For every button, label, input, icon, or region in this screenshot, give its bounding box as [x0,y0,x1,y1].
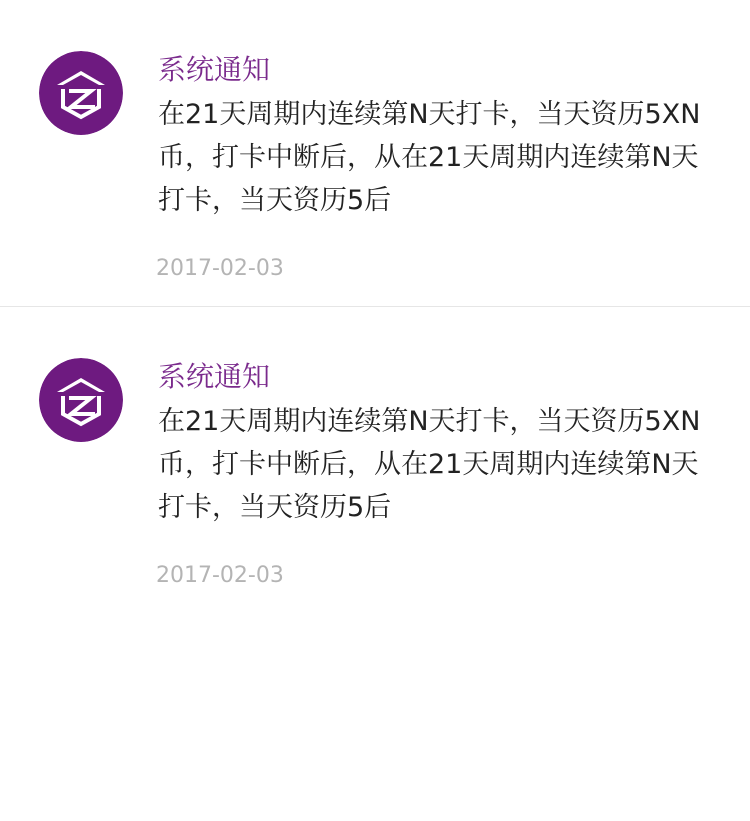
system-avatar [39,358,123,442]
notification-title: 系统通知 [158,53,271,86]
notification-title: 系统通知 [158,360,271,393]
system-avatar [39,51,123,135]
notification-content [158,357,713,529]
notification-item[interactable] [0,0,750,307]
notification-body: 在21天周期内连续第N天打卡，当天资历5XN币，打卡中断后，从在21天周期内连续第N天打卡，当天资历5后 [158,99,701,216]
graduation-cap-logo-icon [39,358,123,442]
graduation-cap-logo-icon [39,51,123,135]
notification-body: 在21天周期内连续第N天打卡，当天资历5XN币，打卡中断后，从在21天周期内连续第N天打卡，当天资历5后 [158,406,701,523]
notification-date: 2017-02-03 [156,563,284,588]
notification-date: 2017-02-03 [156,256,284,281]
notification-item[interactable] [0,307,750,614]
notification-content [158,50,713,222]
